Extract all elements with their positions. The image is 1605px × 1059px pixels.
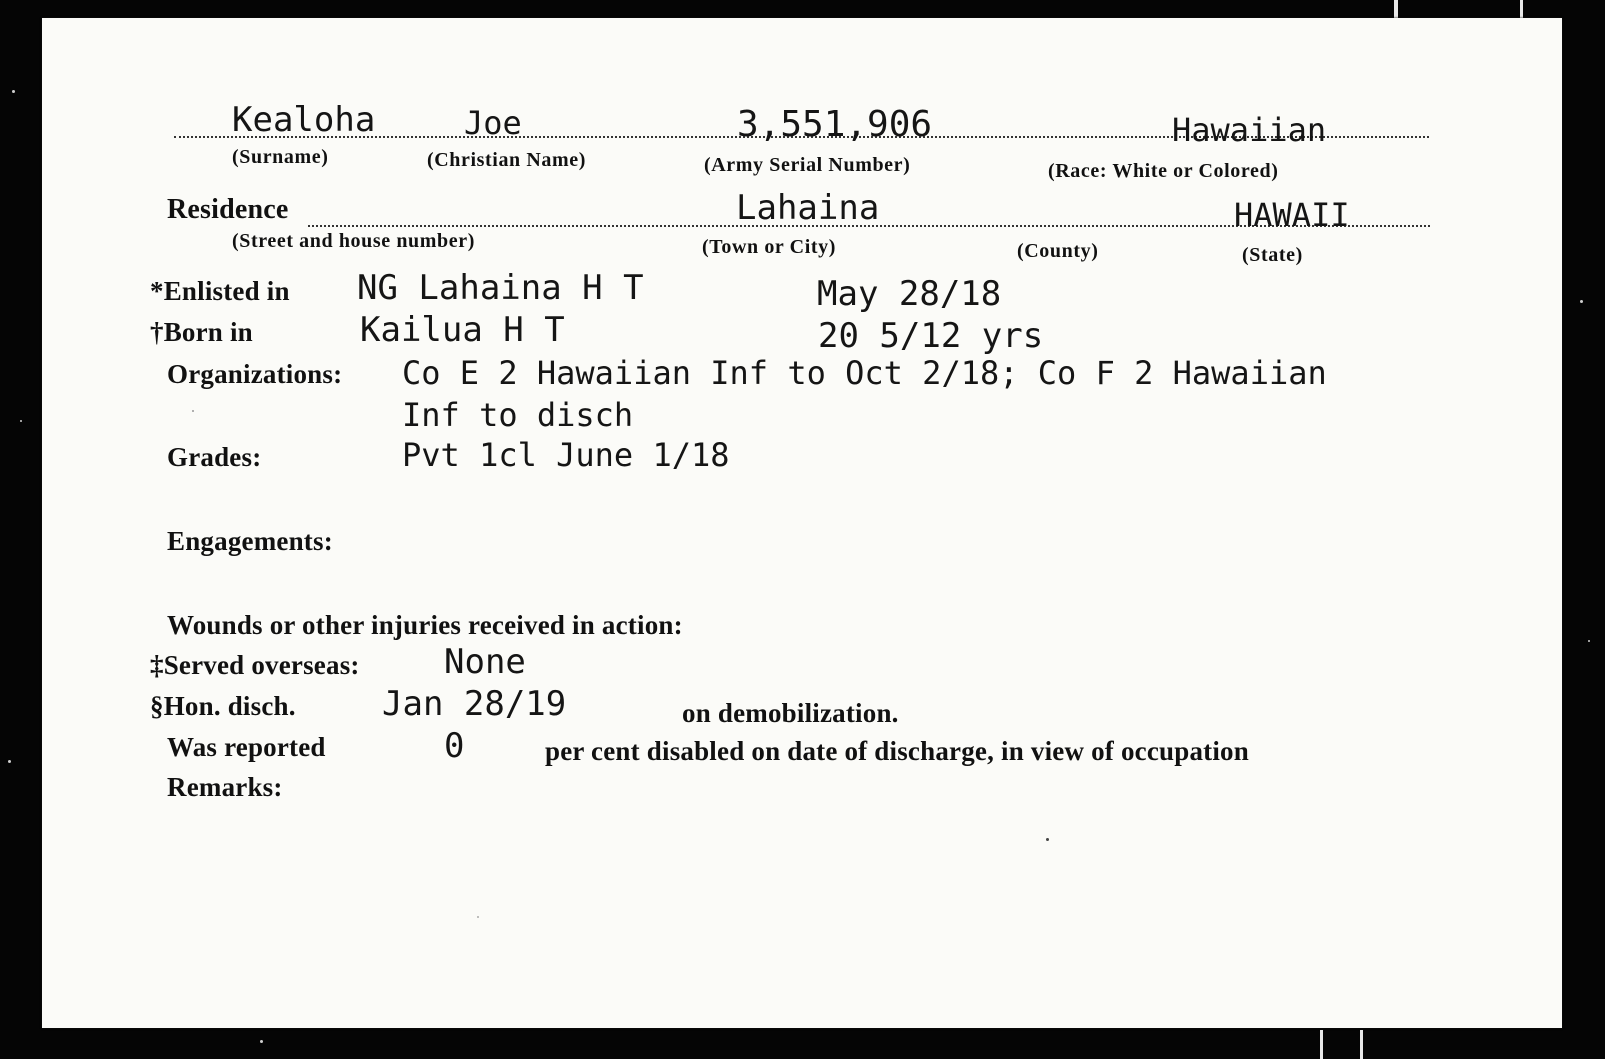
dust-speck [20,420,22,422]
organizations-line-1: Co E 2 Hawaiian Inf to Oct 2/18; Co F 2 Hawaiian [402,354,1327,392]
grades-value: Pvt 1cl June 1/18 [402,436,730,474]
was-reported-label: Was reported [167,732,326,762]
grades-label: Grades: [167,442,262,472]
remarks-label: Remarks: [167,772,283,802]
residence-state-value: HAWAII [1234,196,1350,234]
residence-label: Residence [167,194,289,225]
army-serial-caption: (Army Serial Number) [704,154,911,176]
organizations-label: Organizations: [167,359,343,389]
dust-speck [8,760,11,763]
wounds-label: Wounds or other injuries received in action: [167,610,683,640]
hon-disch-date-value: Jan 28/19 [382,684,567,724]
town-caption: (Town or City) [702,236,836,258]
dust-speck [1580,300,1583,303]
state-caption: (State) [1242,244,1303,266]
served-overseas-label: ‡Served overseas: [150,650,360,680]
disability-percent-value: 0 [444,726,465,766]
served-overseas-value: None [444,642,526,682]
surname-caption: (Surname) [232,146,329,168]
film-edge-mark [1320,1030,1323,1059]
surname-value: Kealoha [232,100,376,140]
enlisted-place-value: NG Lahaina H T [357,268,644,308]
organizations-line-2: Inf to disch [402,396,634,434]
ink-speck [477,916,479,918]
ink-speck [1046,838,1049,841]
christian-name-caption: (Christian Name) [427,149,587,171]
dust-speck [260,1040,263,1043]
county-caption: (County) [1017,240,1099,262]
street-caption: (Street and house number) [232,230,475,252]
race-value: Hawaiian [1172,111,1327,149]
born-age-value: 20 5/12 yrs [818,316,1044,356]
ink-speck [192,410,194,412]
hon-disch-label: §Hon. disch. [150,691,296,721]
race-caption: (Race: White or Colored) [1048,160,1279,182]
service-record-card [42,18,1562,1028]
dust-speck [12,90,15,93]
hon-disch-suffix: on demobilization. [682,698,899,728]
enlisted-date-value: May 28/18 [817,274,1002,314]
film-edge-mark [1360,1030,1363,1059]
christian-name-value: Joe [464,104,522,142]
was-reported-suffix: per cent disabled on date of discharge, in view of occupation [545,736,1249,766]
engagements-label: Engagements: [167,526,333,556]
dust-speck [1588,640,1590,642]
born-place-value: Kailua H T [360,310,565,350]
enlisted-label: *Enlisted in [150,276,290,306]
born-label: †Born in [150,317,253,347]
army-serial-value: 3,551,906 [737,104,933,145]
residence-town-value: Lahaina [736,188,880,228]
